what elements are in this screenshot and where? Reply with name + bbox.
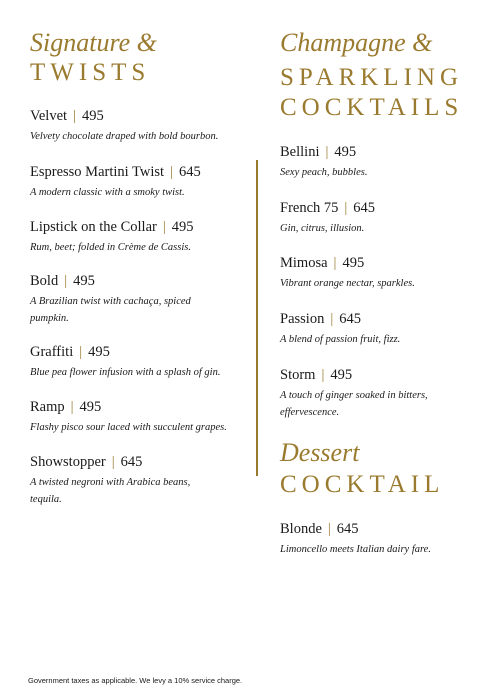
menu-item-passion [280,310,485,348]
item-name: French 75 [280,200,339,216]
cocktails-heading: COCKTAILS [280,94,464,121]
menu-item-lipstick-on-the-collar [30,218,250,256]
item-price: 495 [342,255,365,271]
item-description: Velvety chocolate draped with bold bourbon. [30,131,219,142]
item-name: Storm [280,367,316,383]
item-price: 645 [353,200,376,216]
item-description: Limoncello meets Italian dairy fare. [280,544,431,555]
signature-heading-script: Signature & [30,28,157,57]
item-price: 495 [81,108,104,124]
item-price: 495 [73,273,95,289]
item-description: A blend of passion fruit, fizz. [280,334,401,345]
item-description: Vibrant orange nectar, sparkles. [280,278,415,289]
item-description: A touch of ginger soaked in bitters, effervescence. [280,390,428,418]
tax-footnote: Government taxes as applicable. We levy a 10% service charge. [28,676,243,685]
menu-item-blonde [280,520,485,558]
price-separator: | [344,200,348,216]
price-separator: | [327,521,331,537]
item-name: Bold [30,273,59,289]
item-price: 495 [334,144,357,160]
price-separator: | [70,399,74,415]
item-price: 645 [339,311,361,327]
sparkling-heading: SPARKLING [280,64,464,91]
price-separator: | [333,255,337,271]
menu-item-showstopper [30,453,220,508]
price-separator: | [321,367,325,383]
item-name: Graffiti [30,344,74,360]
item-price: 495 [330,367,353,383]
item-price: 495 [171,219,194,235]
item-name: Velvet [30,108,68,124]
item-name: Blonde [280,521,322,537]
item-name: Mimosa [280,255,328,271]
item-description: Gin, citrus, illusion. [280,223,365,234]
item-description: Rum, beet; folded in Crème de Cassis. [30,242,191,253]
item-price: 495 [79,399,102,415]
item-name: Ramp [30,399,65,415]
item-description: A twisted negroni with Arabica beans, tequila. [30,477,191,505]
item-description: A modern classic with a smoky twist. [30,187,185,198]
item-description: Sexy peach, bubbles. [280,167,368,178]
price-separator: | [325,144,329,160]
price-separator: | [162,219,166,235]
price-separator: | [73,108,76,124]
menu-item-bellini [280,143,485,181]
item-name: Lipstick on the Collar [30,219,157,235]
item-description: Flashy pisco sour laced with succulent grapes. [30,422,227,433]
twists-heading: TWISTS [30,59,151,86]
price-separator: | [330,311,334,327]
item-name: Passion [280,311,325,327]
price-separator: | [79,344,83,360]
menu-item-graffiti [30,343,250,381]
champagne-heading-script: Champagne & [280,28,433,57]
item-description: Blue pea flower infusion with a splash of gin. [30,367,221,378]
menu-item-mimosa [280,254,485,292]
price-separator: | [64,273,68,289]
dessert-heading-script: Dessert [280,438,360,467]
price-separator: | [111,454,115,470]
item-price: 645 [336,521,359,537]
item-name: Bellini [280,144,320,160]
menu-item-velvet [30,107,250,145]
price-separator: | [170,164,173,180]
item-name: Showstopper [30,454,106,470]
menu-item-bold [30,272,210,327]
item-price: 645 [178,164,201,180]
item-description: A Brazilian twist with cachaça, spiced pumpkin. [30,296,191,324]
item-price: 495 [88,344,110,360]
menu-item-french-75 [280,199,485,237]
menu-item-ramp [30,398,250,436]
item-price: 645 [120,454,143,470]
cocktail-heading: COCKTAIL [280,471,445,498]
menu-item-espresso-martini-twist [30,163,250,201]
column-divider [256,160,258,476]
menu-item-storm [280,366,455,421]
item-name: Espresso Martini Twist [30,164,165,180]
